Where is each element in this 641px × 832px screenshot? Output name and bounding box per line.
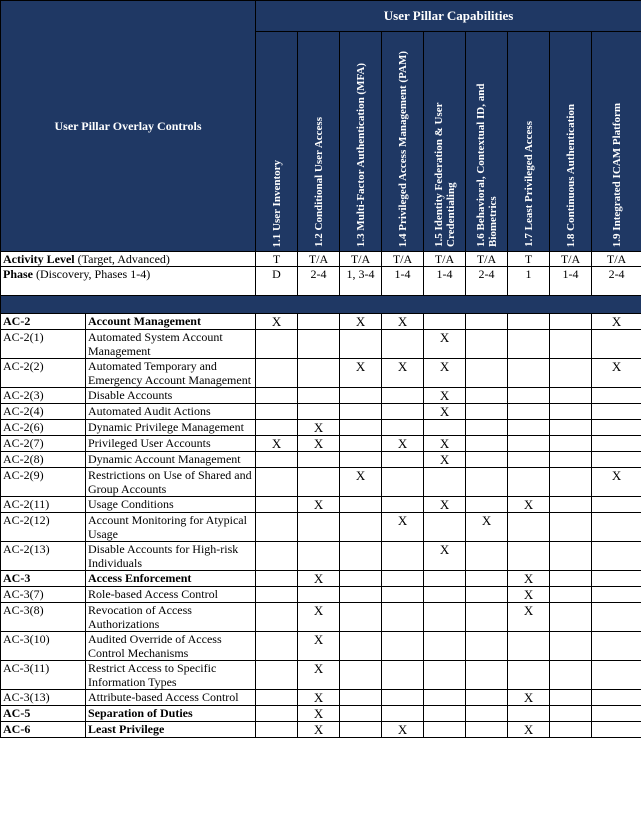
table-row <box>1 330 641 359</box>
capability-mark: X <box>424 436 466 452</box>
capability-mark: X <box>424 404 466 420</box>
control-name: Restrictions on Use of Shared and Group Accounts <box>86 468 256 497</box>
capability-mark <box>340 603 382 632</box>
capability-mark <box>424 722 466 738</box>
capability-mark <box>382 404 424 420</box>
capability-mark <box>466 452 508 468</box>
control-name: Usage Conditions <box>86 497 256 513</box>
capability-mark <box>382 706 424 722</box>
activity-level-value: T <box>256 252 298 267</box>
capability-mark <box>466 632 508 661</box>
capability-mark <box>550 690 592 706</box>
capability-mark <box>592 690 641 706</box>
control-id: AC-2(13) <box>1 542 86 571</box>
table-row <box>1 497 641 513</box>
control-name: Least Privilege <box>86 722 256 738</box>
capability-mark: X <box>298 706 340 722</box>
capability-mark <box>256 420 298 436</box>
activity-level-value: T <box>508 252 550 267</box>
control-id: AC-6 <box>1 722 86 738</box>
capability-mark: X <box>382 436 424 452</box>
capability-mark <box>466 542 508 571</box>
capability-mark <box>256 587 298 603</box>
capability-mark <box>298 404 340 420</box>
capability-header: 1.6 Behavioral, Contextual ID, and Biometrics <box>466 32 508 252</box>
capability-mark <box>550 330 592 359</box>
control-id: AC-2 <box>1 314 86 330</box>
capability-mark <box>340 497 382 513</box>
capability-mark <box>550 661 592 690</box>
control-id: AC-2(8) <box>1 452 86 468</box>
capability-mark <box>382 330 424 359</box>
capability-mark <box>550 359 592 388</box>
capability-mark <box>424 571 466 587</box>
capability-mark <box>424 420 466 436</box>
capability-mark <box>382 388 424 404</box>
capability-mark <box>256 468 298 497</box>
table-row <box>1 359 641 388</box>
capability-mark: X <box>382 722 424 738</box>
capability-mark: X <box>508 690 550 706</box>
capability-mark: X <box>298 571 340 587</box>
capability-mark <box>382 661 424 690</box>
control-id: AC-2(2) <box>1 359 86 388</box>
capability-mark <box>340 388 382 404</box>
capability-mark <box>550 420 592 436</box>
capability-mark: X <box>424 452 466 468</box>
control-id: AC-3(11) <box>1 661 86 690</box>
capability-mark: X <box>298 497 340 513</box>
table-row <box>1 388 641 404</box>
capability-header: 1.5 Identity Federation & User Credentialing <box>424 32 466 252</box>
control-name: Role-based Access Control <box>86 587 256 603</box>
control-name: Account Monitoring for Atypical Usage <box>86 513 256 542</box>
capability-mark <box>424 661 466 690</box>
activity-level-label: Activity Level (Target, Advanced) <box>1 252 256 267</box>
capability-mark <box>550 706 592 722</box>
control-id: AC-2(6) <box>1 420 86 436</box>
capability-mark <box>508 359 550 388</box>
capability-mark: X <box>508 587 550 603</box>
capability-mark <box>340 452 382 468</box>
control-id: AC-2(3) <box>1 388 86 404</box>
capability-mark <box>550 603 592 632</box>
capability-mark <box>508 420 550 436</box>
capability-mark <box>382 420 424 436</box>
capability-mark <box>256 452 298 468</box>
capability-mark <box>466 436 508 452</box>
capability-mark <box>550 388 592 404</box>
capability-mark: X <box>424 330 466 359</box>
phase-value: 1-4 <box>550 267 592 296</box>
activity-level-value: T/A <box>592 252 641 267</box>
phase-value: 2-4 <box>466 267 508 296</box>
capability-mark <box>508 513 550 542</box>
capability-header: 1.2 Conditional User Access <box>298 32 340 252</box>
capability-mark <box>508 542 550 571</box>
capability-mark <box>424 587 466 603</box>
capability-mark <box>550 587 592 603</box>
capability-mark <box>340 661 382 690</box>
capability-mark <box>340 436 382 452</box>
capability-mark <box>340 632 382 661</box>
capability-mark <box>340 706 382 722</box>
capability-mark <box>592 603 641 632</box>
capability-mark <box>256 690 298 706</box>
capability-mark <box>508 661 550 690</box>
control-name: Revocation of Access Authorizations <box>86 603 256 632</box>
capability-mark: X <box>298 436 340 452</box>
capability-mark: X <box>508 571 550 587</box>
capability-mark <box>298 388 340 404</box>
capability-mark: X <box>424 497 466 513</box>
control-id: AC-5 <box>1 706 86 722</box>
capability-mark <box>340 420 382 436</box>
capability-header: 1.8 Continuous Authentication <box>550 32 592 252</box>
capability-mark <box>508 436 550 452</box>
control-name: Dynamic Account Management <box>86 452 256 468</box>
phase-value: D <box>256 267 298 296</box>
control-id: AC-3(13) <box>1 690 86 706</box>
capability-mark: X <box>508 722 550 738</box>
capabilities-header: User Pillar Capabilities <box>256 1 641 32</box>
capability-mark <box>424 513 466 542</box>
table-row <box>1 690 641 706</box>
phase-value: 2-4 <box>592 267 641 296</box>
phase-row <box>1 267 641 296</box>
capability-mark <box>340 571 382 587</box>
control-id: AC-2(11) <box>1 497 86 513</box>
table-row <box>1 706 641 722</box>
capability-mark <box>592 542 641 571</box>
capability-mark: X <box>298 603 340 632</box>
control-name: Automated Temporary and Emergency Account Management <box>86 359 256 388</box>
capability-mark <box>508 706 550 722</box>
capability-mark: X <box>256 314 298 330</box>
table-row <box>1 587 641 603</box>
capability-mark <box>550 436 592 452</box>
capability-mark <box>382 468 424 497</box>
capability-header: 1.3 Multi-Factor Authentication (MFA) <box>340 32 382 252</box>
table-row <box>1 404 641 420</box>
control-name: Audited Override of Access Control Mechanisms <box>86 632 256 661</box>
capability-mark <box>340 513 382 542</box>
capability-mark: X <box>466 513 508 542</box>
capability-mark: X <box>424 542 466 571</box>
capability-mark <box>550 571 592 587</box>
capability-mark: X <box>592 468 641 497</box>
capability-mark: X <box>382 513 424 542</box>
control-name: Account Management <box>86 314 256 330</box>
capability-mark <box>340 404 382 420</box>
capability-mark <box>550 452 592 468</box>
activity-level-value: T/A <box>298 252 340 267</box>
capability-mark <box>592 388 641 404</box>
capability-mark <box>424 314 466 330</box>
capability-mark <box>550 722 592 738</box>
control-id: AC-2(12) <box>1 513 86 542</box>
capability-header: 1.9 Integrated ICAM Platform <box>592 32 641 252</box>
phase-value: 1 <box>508 267 550 296</box>
phase-value: 1-4 <box>424 267 466 296</box>
table-row <box>1 513 641 542</box>
capability-mark <box>256 722 298 738</box>
capability-mark <box>592 452 641 468</box>
table-row <box>1 603 641 632</box>
capability-mark <box>592 436 641 452</box>
capability-mark: X <box>508 603 550 632</box>
phase-value: 1-4 <box>382 267 424 296</box>
table-row <box>1 722 641 738</box>
capability-mark <box>424 468 466 497</box>
capability-mark <box>550 497 592 513</box>
capability-mark <box>466 690 508 706</box>
capability-mark <box>466 722 508 738</box>
capability-mark: X <box>592 314 641 330</box>
capability-mark <box>382 587 424 603</box>
capability-mark: X <box>340 468 382 497</box>
capability-mark <box>466 706 508 722</box>
capability-mark <box>592 706 641 722</box>
capability-mark <box>466 314 508 330</box>
table-row <box>1 468 641 497</box>
capability-mark <box>592 661 641 690</box>
capability-mark <box>592 420 641 436</box>
capability-mark <box>298 330 340 359</box>
control-name: Disable Accounts <box>86 388 256 404</box>
capability-mark <box>256 603 298 632</box>
table-row <box>1 452 641 468</box>
table-row <box>1 632 641 661</box>
capability-mark <box>508 468 550 497</box>
control-name: Dynamic Privilege Management <box>86 420 256 436</box>
capability-mark <box>382 452 424 468</box>
capability-mark: X <box>508 497 550 513</box>
capability-mark: X <box>424 359 466 388</box>
capability-mark <box>592 513 641 542</box>
capability-mark <box>424 706 466 722</box>
capability-mark <box>508 632 550 661</box>
control-name: Separation of Duties <box>86 706 256 722</box>
activity-level-value: T/A <box>382 252 424 267</box>
capability-mark <box>298 513 340 542</box>
capability-mark <box>592 330 641 359</box>
capability-mark <box>466 359 508 388</box>
capability-mark <box>256 571 298 587</box>
capability-mark <box>256 706 298 722</box>
capability-mark <box>550 468 592 497</box>
capability-mark: X <box>298 632 340 661</box>
table-row <box>1 314 641 330</box>
capability-mark: X <box>340 359 382 388</box>
capability-mark: X <box>424 388 466 404</box>
capability-mark <box>466 497 508 513</box>
activity-level-value: T/A <box>340 252 382 267</box>
capability-mark <box>550 404 592 420</box>
table-row <box>1 542 641 571</box>
capability-mark <box>298 314 340 330</box>
capability-mark <box>382 571 424 587</box>
capability-mark <box>340 587 382 603</box>
control-id: AC-3(10) <box>1 632 86 661</box>
capability-mark <box>256 513 298 542</box>
separator-bar <box>1 296 641 314</box>
capability-mark <box>382 632 424 661</box>
capability-mark <box>424 690 466 706</box>
activity-level-value: T/A <box>466 252 508 267</box>
control-id: AC-2(1) <box>1 330 86 359</box>
capability-mark <box>550 632 592 661</box>
table-row <box>1 420 641 436</box>
activity-level-value: T/A <box>550 252 592 267</box>
capability-mark <box>550 314 592 330</box>
control-name: Automated System Account Management <box>86 330 256 359</box>
capability-mark <box>298 452 340 468</box>
capability-mark <box>256 497 298 513</box>
table-row <box>1 571 641 587</box>
capability-mark <box>592 632 641 661</box>
control-name: Access Enforcement <box>86 571 256 587</box>
capability-mark <box>256 359 298 388</box>
activity-level-value: T/A <box>424 252 466 267</box>
phase-label: Phase (Discovery, Phases 1-4) <box>1 267 256 296</box>
capability-mark <box>508 330 550 359</box>
controls-header: User Pillar Overlay Controls <box>1 1 256 252</box>
capability-mark: X <box>298 690 340 706</box>
capability-mark <box>592 571 641 587</box>
capability-mark <box>256 661 298 690</box>
activity-level-row <box>1 252 641 267</box>
separator-row <box>1 296 641 314</box>
capability-mark <box>466 587 508 603</box>
capability-mark <box>466 420 508 436</box>
capability-mark: X <box>298 722 340 738</box>
control-id: AC-2(7) <box>1 436 86 452</box>
control-name: Restrict Access to Specific Information Types <box>86 661 256 690</box>
capability-mark <box>508 314 550 330</box>
control-name: Disable Accounts for High-risk Individuals <box>86 542 256 571</box>
control-name: Attribute-based Access Control <box>86 690 256 706</box>
capability-mark: X <box>298 420 340 436</box>
capability-mark <box>256 388 298 404</box>
capability-mark <box>466 388 508 404</box>
capability-mark <box>340 542 382 571</box>
capability-mark <box>382 542 424 571</box>
capability-mark <box>508 388 550 404</box>
capability-mark: X <box>592 359 641 388</box>
capability-mark <box>592 497 641 513</box>
control-id: AC-3(8) <box>1 603 86 632</box>
capability-mark <box>466 404 508 420</box>
capability-mark <box>592 587 641 603</box>
capability-mark <box>466 330 508 359</box>
capability-mark <box>466 571 508 587</box>
capability-mark <box>508 404 550 420</box>
capability-mark <box>340 722 382 738</box>
capability-mark <box>298 587 340 603</box>
capability-mark <box>466 468 508 497</box>
capability-mark: X <box>340 314 382 330</box>
capability-mark <box>256 404 298 420</box>
capability-mark: X <box>382 314 424 330</box>
capability-mark: X <box>382 359 424 388</box>
table-row <box>1 436 641 452</box>
capability-header: 1.1 User Inventory <box>256 32 298 252</box>
capability-mark <box>592 404 641 420</box>
control-id: AC-3 <box>1 571 86 587</box>
capability-mark <box>424 603 466 632</box>
capability-mark: X <box>298 661 340 690</box>
control-name: Automated Audit Actions <box>86 404 256 420</box>
capability-mark <box>382 497 424 513</box>
control-id: AC-2(4) <box>1 404 86 420</box>
capability-mark <box>298 542 340 571</box>
capability-mark <box>256 542 298 571</box>
table-row <box>1 661 641 690</box>
control-name: Privileged User Accounts <box>86 436 256 452</box>
capability-mark <box>424 632 466 661</box>
phase-value: 2-4 <box>298 267 340 296</box>
capability-mark <box>466 603 508 632</box>
capability-mark <box>382 690 424 706</box>
control-id: AC-2(9) <box>1 468 86 497</box>
capability-header: 1.4 Privileged Access Management (PAM) <box>382 32 424 252</box>
capability-mark <box>298 468 340 497</box>
capability-mark <box>382 603 424 632</box>
capability-mark <box>256 330 298 359</box>
capability-mark <box>298 359 340 388</box>
capability-mark <box>340 330 382 359</box>
capability-mark <box>550 542 592 571</box>
capability-mark <box>508 452 550 468</box>
capability-mark <box>340 690 382 706</box>
phase-value: 1, 3-4 <box>340 267 382 296</box>
capability-mark <box>550 513 592 542</box>
capability-mark <box>466 661 508 690</box>
capability-header: 1.7 Least Privileged Access <box>508 32 550 252</box>
capability-mark <box>592 722 641 738</box>
control-id: AC-3(7) <box>1 587 86 603</box>
capability-mark <box>256 632 298 661</box>
capability-mark: X <box>256 436 298 452</box>
